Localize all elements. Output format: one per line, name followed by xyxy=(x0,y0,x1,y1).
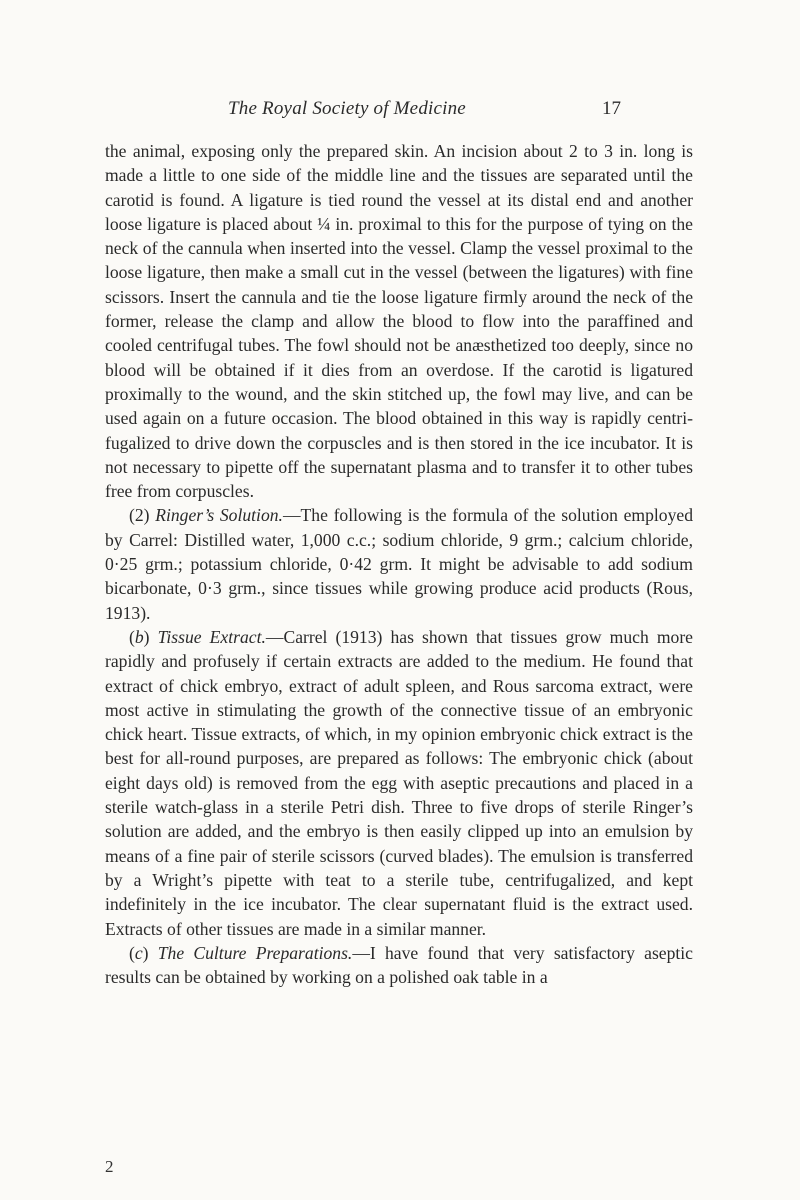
body-text xyxy=(105,139,693,989)
section-label-open: ( xyxy=(129,626,135,647)
paragraph-text: —The following is the formula of the solution employed by Carrel: Distilled water, 1,000 c.c.; sodium chloride, 9 grm.; calcium chloride, 0·25 grm.; potassium chloride, 0·42 grm. It might be advisable to add sodium bicarbonate, 0·3 grm., since tissues while growing produce acid products (Rous, 1913). xyxy=(105,505,693,623)
running-head-title: The Royal Society of Medicine xyxy=(228,98,466,119)
section-label-close: ) xyxy=(143,626,158,647)
section-label: (2) xyxy=(129,505,156,526)
section-label-letter: b xyxy=(134,626,144,647)
section-heading: The Culture Preparations. xyxy=(157,942,353,963)
paragraph-text: —I have found that very satisfactory aseptic results can be obtained by working on a polished oak table in a xyxy=(105,942,693,988)
paragraph-ringers-solution xyxy=(105,503,693,624)
section-label-close: ) xyxy=(142,942,158,963)
section-heading: Tissue Extract. xyxy=(157,626,266,647)
paragraph-tissue-extract xyxy=(105,625,693,941)
paragraph-text: the animal, exposing only the prepared skin. An incision about 2 to 3 in. long is made a little to one side of the middle line and the tissues are separated until the carotid is found. A ligature is tied round the vessel at its distal end and another loose ligature is placed about ¼ in. proximal to this for the purpose of tying on the neck of the cannula when inserted into the vessel. Clamp the vessel proximal to the loose ligature, then make a small cut in the vessel (between the ligatures) with fine scissors. Insert the cannula and tie the loose ligature firmly around the neck of the former, release the clamp and allow the blood to flow into the paraffined and cooled centrifugal tubes. The fowl should not be anæsthetized too deeply, since no blood will be obtained if it dies from an overdose. If the carotid is ligatured proximally to the wound, and the skin stitched up, the fowl may live, and can be used again on a future occasion. The blood obtained in this way is rapidly centri-fugalized to drive down the corpuscles and is then stored in the ice incubator. It is not necessary to pipette off the supernatant plasma and to transfer it to other tubes free from corpuscles. xyxy=(105,141,693,502)
paragraph-blood-collection xyxy=(105,139,693,503)
paragraph-text: —Carrel (1913) has shown that tissues grow much more rapidly and profusely if certain extracts are added to the medium. He found that extract of chick embryo, extract of adult spleen, and Rous sarcoma extract, were most active in stimulating the growth of the connective tissue of an embryonic chick heart. Tissue extracts, of which, in my opinion embryonic chick extract is the best for all-round purposes, are prepared as follows: The embryonic chick (about eight days old) is removed from the egg with aseptic precautions and placed in a sterile watch-glass in a sterile Petri dish. Three to five drops of sterile Ringer’s solution are added, and the embryo is then easily clipped up into an emulsion by means of a fine pair of sterile scissors (curved blades). The emulsion is transferred by a Wright’s pipette with teat to a sterile tube, centrifugalized, and kept indefinitely in the ice incubator. The clear supernatant fluid is the extract used. Extracts of other tissues are made in a similar manner. xyxy=(105,626,693,939)
page-number: 17 xyxy=(602,98,621,119)
signature-mark: 2 xyxy=(105,1157,114,1176)
section-label-open: ( xyxy=(129,942,135,963)
section-label-letter: c xyxy=(134,942,143,963)
paragraph-culture-preparations xyxy=(105,941,693,990)
section-heading: Ringer’s Solution. xyxy=(155,505,283,526)
